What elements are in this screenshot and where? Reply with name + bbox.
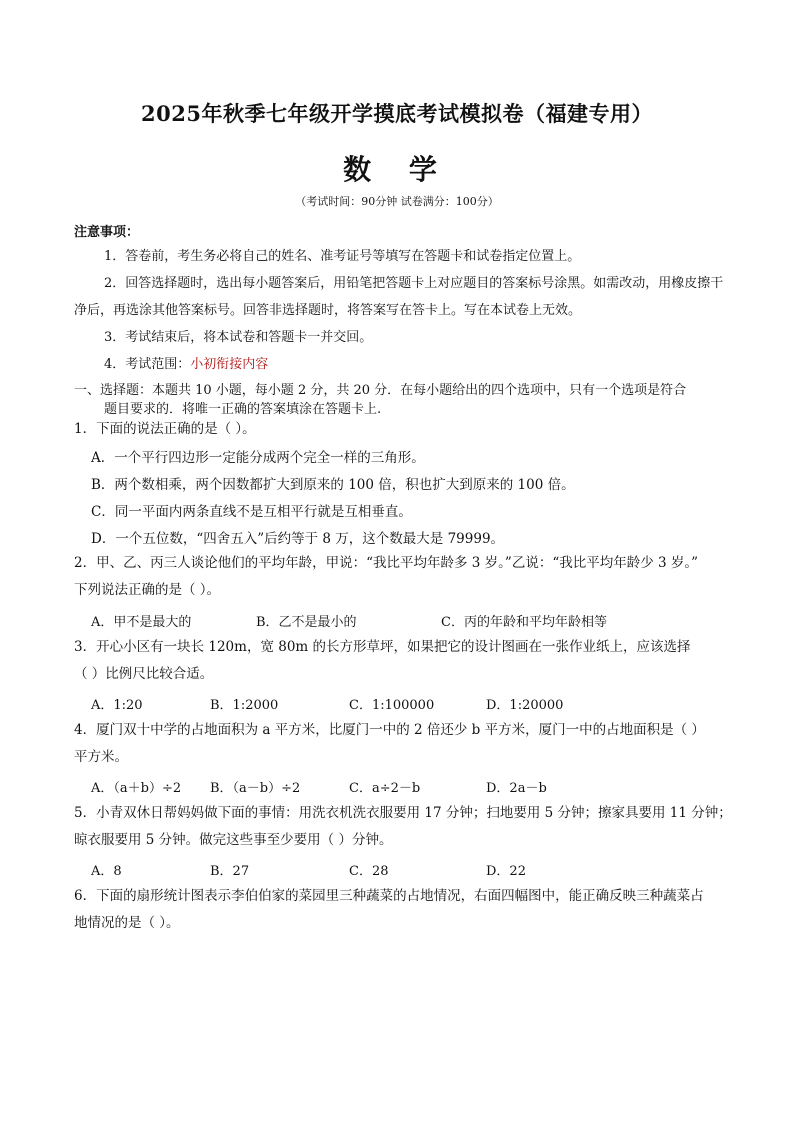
question-2-stem-line-2: 下列说法正确的是（ ）。 <box>74 582 221 598</box>
question-1-option-b: B．两个数相乘，两个因数都扩大到原来的 100 倍，积也扩大到原来的 100 倍。 <box>91 477 575 493</box>
question-4-option-c: C．a÷2－b <box>349 781 421 796</box>
question-3-option-a: A．1:20 <box>91 698 143 713</box>
exam-title: 2025年秋季七年级开学摸底考试模拟卷（福建专用） <box>141 101 653 126</box>
exam-info: （考试时间：90分钟 试卷满分：100分） <box>295 195 499 208</box>
question-5-stem-line-1: 5．小青双休日帮妈妈做下面的事情：用洗衣机洗衣服要用 17 分钟；扫地要用 5 分钟；擦家具要用 11 分钟； <box>74 805 732 821</box>
question-1-stem: 1．下面的说法正确的是（ ）。 <box>74 421 256 437</box>
question-1-option-c: C．同一平面内两条直线不是互相平行就是互相垂直。 <box>91 504 412 520</box>
note-item-3: 3．考试结束后，将本试卷和答题卡一并交回。 <box>104 330 373 345</box>
question-6-stem-line-1: 6．下面的扇形统计图表示李伯伯家的菜园里三种蔬菜的占地情况，右面四幅图中，能正确反映三种蔬菜占 <box>74 888 704 904</box>
question-5-option-a: A．8 <box>91 864 122 879</box>
question-2-option-c: C．丙的年龄和平均年龄相等 <box>441 615 607 630</box>
question-1-option-a: A．一个平行四边形一定能分成两个完全一样的三角形。 <box>91 450 425 466</box>
question-5-option-b: B．27 <box>210 864 250 879</box>
question-5-option-d: D．22 <box>486 864 526 879</box>
question-4-stem-line-2: 平方米。 <box>74 749 128 765</box>
question-4-option-b: B．（a－b）÷2 <box>210 781 301 796</box>
section-1-line-1: 一、选择题：本题共 10 小题，每小题 2 分，共 20 分．在每小题给出的四个选项中，只有一个选项是符合 <box>74 383 687 398</box>
question-2-option-a: A．甲不是最大的 <box>91 615 192 630</box>
question-3-option-b: B．1:2000 <box>210 698 279 713</box>
question-3-option-c: C．1:100000 <box>349 698 435 713</box>
note-item-1: 1．答卷前，考生务必将自己的姓名、准考证号等填写在答题卡和试卷指定位置上。 <box>104 249 581 264</box>
question-6-stem-line-2: 地情况的是（ ）。 <box>74 915 180 931</box>
exam-scope: 小初衔接内容 <box>190 357 269 372</box>
question-2-option-b: B．乙不是最小的 <box>256 615 357 630</box>
question-2-stem-line-1: 2．甲、乙、丙三人谈论他们的平均年龄，甲说：“我比平均年龄多 3 岁。”乙说：“我比平均年龄少 3 岁。” <box>74 555 699 571</box>
question-5-stem-line-2: 晾衣服要用 5 分钟。做完这些事至少要用（ ）分钟。 <box>74 832 393 848</box>
question-3-option-d: D．1:20000 <box>486 698 564 713</box>
question-4-option-a: A．（a＋b）÷2 <box>91 781 182 796</box>
question-1-option-d: D．一个五位数，“四舍五入”后约等于 8 万，这个数最大是 79999。 <box>91 531 505 547</box>
notes-heading: 注意事项： <box>74 225 140 240</box>
question-4-stem-line-1: 4．厦门双十中学的占地面积为 a 平方米，比厦门一中的 2 倍还少 b 平方米，厦门一中的占地面积是（ ） <box>74 722 705 738</box>
note-item-4-label: 4．考试范围： <box>104 357 191 372</box>
question-5-option-c: C．28 <box>349 864 389 879</box>
question-3-stem-line-1: 3．开心小区有一块长 120m，宽 80m 的长方形草坪，如果把它的设计图画在一张作业纸上，应该选择 <box>74 639 691 655</box>
section-1-line-2: 题目要求的．将唯一正确的答案填涂在答题卡上. <box>104 402 382 417</box>
note-item-4 <box>74 351 728 378</box>
note-item-2: 2．回答选择题时，选出每小题答案后，用铅笔把答题卡上对应题目的答案标号涂黑。如需改动，用橡皮擦干净后，再选涂其他答案标号。回答非选择题时，将答案写在答卡上。写在本试卷上无效。 <box>74 276 724 318</box>
subject-title: 数 学 <box>343 153 451 186</box>
question-3-stem-line-2: （ ）比例尺比较合适。 <box>74 666 214 682</box>
section-1-instructions <box>74 381 728 419</box>
question-4-option-d: D．2a－b <box>486 781 547 796</box>
